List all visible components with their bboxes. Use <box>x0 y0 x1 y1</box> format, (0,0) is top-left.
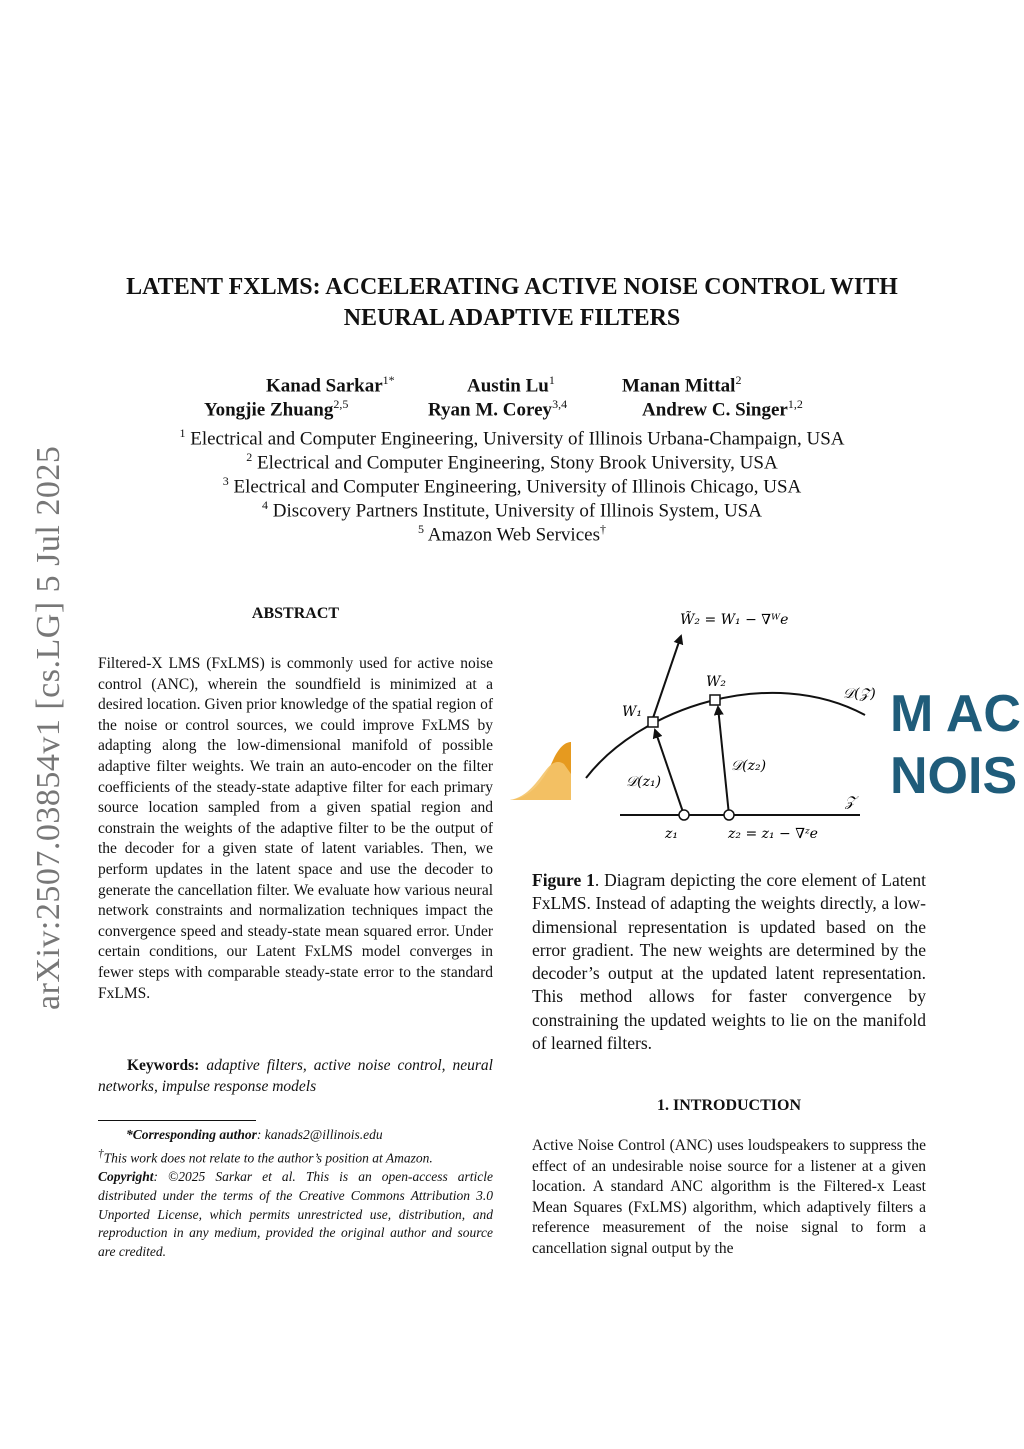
author-1: Kanad Sarkar$^{1*}$ <box>266 373 395 397</box>
copyright-note: Copyright: ©2025 Sarkar et al. This is an open-access article distributed under the terms of the Creative Commons Attribution 3.0 Unported License, which permits unrestricted use, distribution, and reproduction in any medium, provided the original author and source are credited. <box>98 1169 493 1260</box>
paper-title <box>80 272 944 334</box>
logo-mark-icon <box>508 740 574 802</box>
affiliation-5: $^5$ Amazon Web Services† <box>418 522 606 546</box>
keywords-label: Keywords: <box>127 1057 200 1074</box>
author-4: Yongjie Zhuang$^{2,5}$ <box>204 397 349 421</box>
author-5: Ryan M. Corey$^{3,4}$ <box>428 397 568 421</box>
label-w2: W₂ <box>706 674 727 690</box>
affiliation-4: $^4$ Discovery Partners Institute, University of Illinois System, USA <box>262 498 762 522</box>
decoder-arrow-z2 <box>718 707 729 815</box>
arxiv-stamp: arXiv:2507.03854v1 [cs.LG] 5 Jul 2025 <box>30 445 67 1010</box>
abstract-heading: ABSTRACT <box>251 605 340 622</box>
label-z2-update: z₂ = z₁ − ∇ᶻe <box>728 826 818 842</box>
z1-point <box>679 810 689 820</box>
decoder-arrow-z1 <box>655 730 684 815</box>
introduction-text: Active Noise Control (ANC) uses loudspeakers to suppress the effect of an undesirable noise source for a listener at a given location. A standard ANC algorithm is the Filtered-x Least Mean Squares (FxLMS) algorithm, which adaptively filters a reference measurement of the noise signal to form a cancellation signal output by the <box>532 1137 926 1257</box>
corresponding-label: *Corresponding author <box>126 1127 257 1142</box>
copyright-label: Copyright <box>98 1169 154 1185</box>
w2-point <box>710 695 720 705</box>
author-6: Andrew C. Singer$^{1,2}$ <box>642 397 803 421</box>
logo-line-2: NOIS <box>890 747 1018 805</box>
figure-1-caption: Figure 1. Diagram depicting the core element of Latent FxLMS. Instead of adapting the weights directly, a low-dimensional representation is updated based on the error gradient. The new weights are determined by the decoder’s output at the updated latent representation. This method allows for faster convergence by constraining the updated weights to lie on the manifold of learned filters. <box>532 870 926 1054</box>
logo-line-1: M AC <box>890 685 1021 743</box>
figure-1-diagram <box>580 600 890 850</box>
corresponding-note <box>98 1126 493 1145</box>
figure-1-label: Figure 1 <box>532 870 595 890</box>
label-z-space: 𝒵 <box>845 794 856 810</box>
label-d-z2: 𝒟(z₂) <box>731 758 767 774</box>
author-3: Manan Mittal$^2$ <box>622 373 742 397</box>
amazon-note: †This work does not relate to the author’s position at Amazon. <box>98 1147 433 1166</box>
corresponding-email[interactable]: : kanads2@illinois.edu <box>256 1127 383 1142</box>
keywords <box>98 1056 493 1097</box>
affiliation-3: $^3$ Electrical and Computer Engineering, University of Illinois Chicago, USA <box>222 474 802 498</box>
label-w1: W₁ <box>622 704 643 720</box>
logo-text <box>890 683 1021 807</box>
label-w2-tilde: W̃₂ = W₁ − ∇ᵂe <box>680 612 789 628</box>
title-line-1: LATENT FXLMS: ACCELERATING ACTIVE NOISE CONTROL WITH <box>126 274 898 300</box>
logo-light-wave <box>510 762 571 800</box>
label-z1: z₁ <box>665 826 678 842</box>
footnotes <box>98 1126 493 1262</box>
label-d-z1: 𝒟(z₁) <box>626 774 662 790</box>
z2-point <box>724 810 734 820</box>
footnote-rule <box>98 1120 256 1121</box>
gradient-arrow <box>653 636 681 718</box>
author-2: Austin Lu$^1$ <box>467 373 555 397</box>
affiliation-1: $^1$ Electrical and Computer Engineering, University of Illinois Urbana-Champaign, USA <box>179 426 845 450</box>
title-line-2: NEURAL ADAPTIVE FILTERS <box>343 305 681 331</box>
keywords-text: adaptive filters, active noise control, neural networks, impulse response models <box>98 1057 493 1095</box>
introduction-heading: 1. INTRODUCTION <box>656 1097 801 1114</box>
label-d-manifold: 𝒟(𝒵) <box>843 686 876 702</box>
abstract-text: Filtered-X LMS (FxLMS) is commonly used for active noise control (ANC), wherein the soundfield is minimized at a desired location. Given prior knowledge of the spatial region of the noise or control sources, we could improve FxLMS by adapting along the low-dimensional manifold of possible adaptive filter weights. We train an auto-encoder on the filter coefficients of the steady-state adaptive filter for each primary source location sampled from a given spatial region and constrain the weights of the adaptive filter to be the output of the decoder for a given state of latent variables. Then, we perform updates in the latent space and use the decoder to generate the cancellation filter. We evaluate how various neural network constraints and normalization techniques impact the convergence speed and steady-state mean squared error. Under certain conditions, our Latent FxLMS model converges in fewer steps with comparable steady-state error to the standard FxLMS. <box>98 655 493 1002</box>
w1-point <box>648 717 658 727</box>
affiliation-2: $^2$ Electrical and Computer Engineering, Stony Brook University, USA <box>246 450 778 474</box>
